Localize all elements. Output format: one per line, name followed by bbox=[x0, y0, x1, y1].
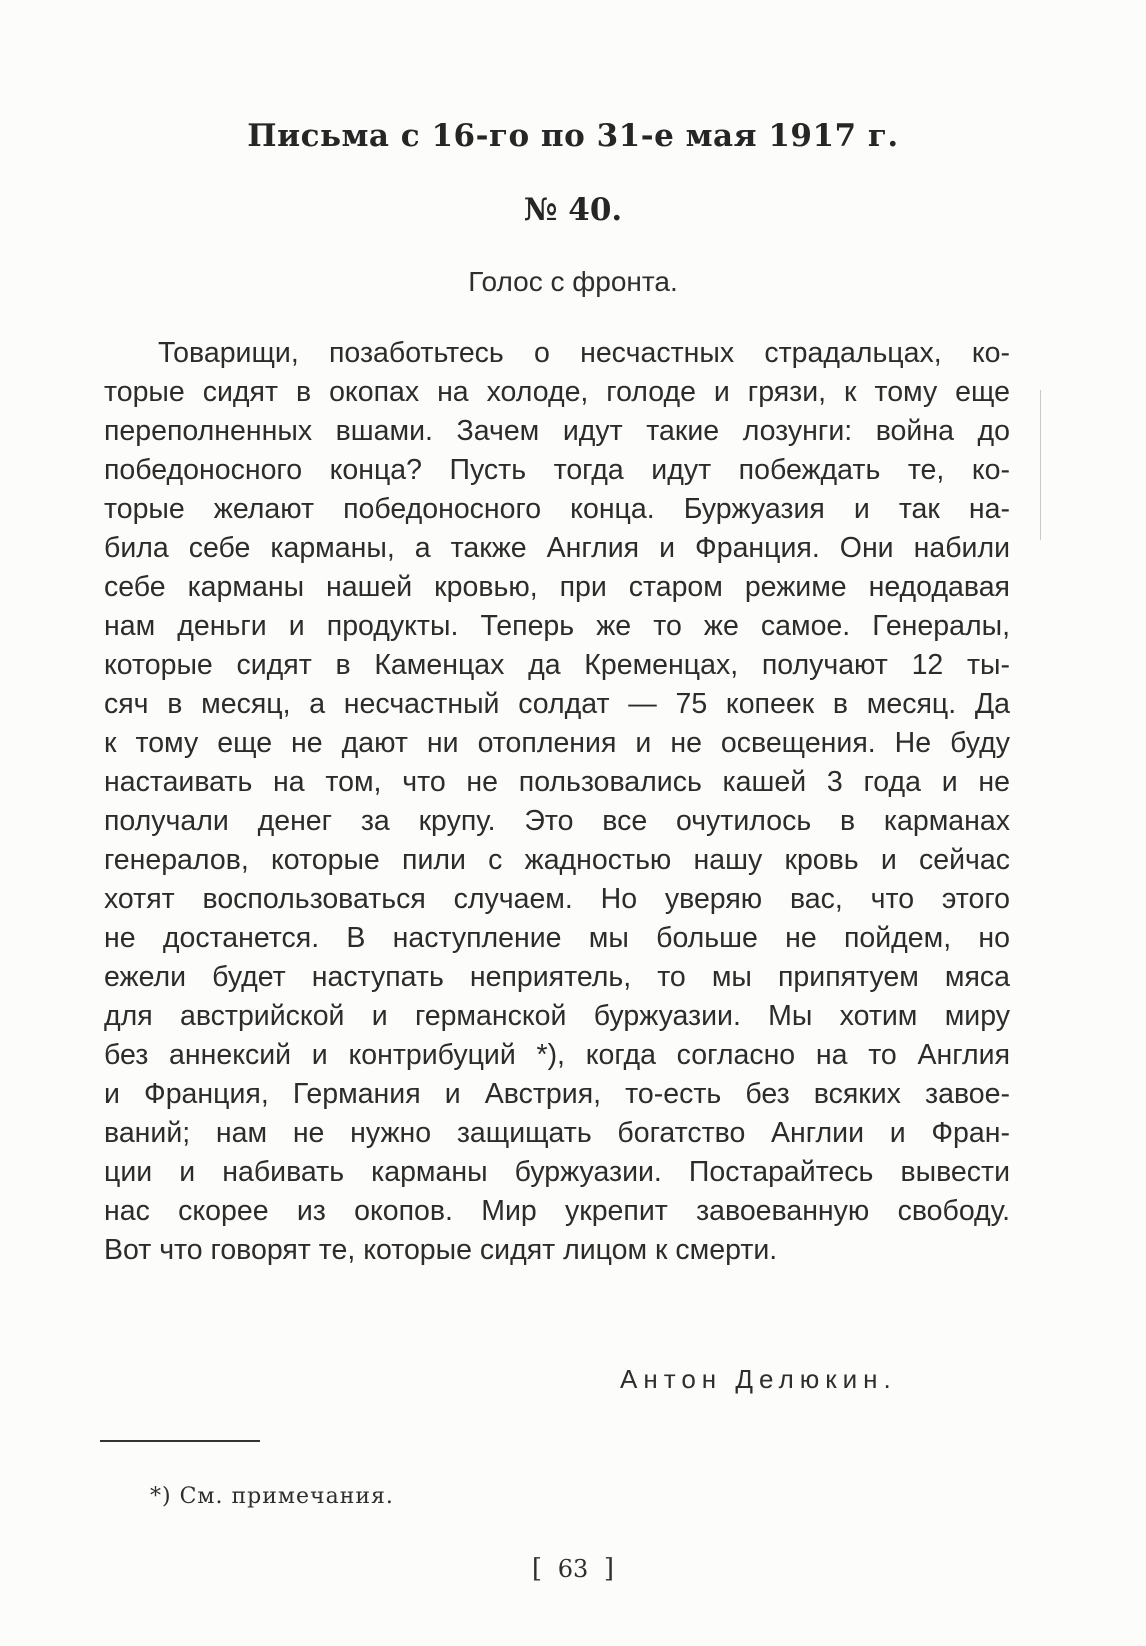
body-line: к тому еще не дают ни отопления и не освещения. Не буду bbox=[104, 727, 1010, 759]
body-line: генералов, которые пили с жадностью нашу кровь и сейчас bbox=[104, 844, 1010, 876]
body-line: торые желают победоносного конца. Буржуазия и так на- bbox=[104, 493, 1010, 525]
body-line: сяч в месяц, а несчастный солдат — 75 копеек в месяц. Да bbox=[104, 688, 1010, 720]
body-line: ции и набивать карманы буржуазии. Постарайтесь вывести bbox=[104, 1156, 1010, 1188]
body-line: хотят воспользоваться случаем. Но уверяю вас, что этого bbox=[104, 883, 1010, 915]
body-line: била себе карманы, а также Англия и Франция. Они набили bbox=[104, 532, 1010, 564]
footnote: *) См. примечания. bbox=[150, 1484, 394, 1509]
body-line: нас скорее из окопов. Мир укрепит завоеванную свободу. bbox=[104, 1195, 1010, 1227]
bracket-right-icon: ] bbox=[603, 1554, 615, 1584]
body-line: которые сидят в Каменцах да Кременцах, получают 12 ты- bbox=[104, 649, 1010, 681]
body-line: без аннексий и контрибуций *), когда согласно на то Англия bbox=[104, 1039, 1010, 1071]
author-signature: Антон Делюкин. bbox=[620, 1364, 897, 1394]
body-line: для австрийской и германской буржуазии. Мы хотим миру bbox=[104, 1000, 1010, 1032]
body-line: себе карманы нашей кровью, при старом режиме недодавая bbox=[104, 571, 1010, 603]
page-number-value: 63 bbox=[557, 1555, 589, 1583]
body-line: торые сидят в окопах на холоде, голоде и грязи, к тому еще bbox=[104, 376, 1010, 408]
bracket-left-icon: [ bbox=[531, 1554, 543, 1584]
body-line: получали денег за крупу. Это все очутилось в карманах bbox=[104, 805, 1010, 837]
body-line: и Франция, Германия и Австрия, то-есть без всяких завое- bbox=[104, 1078, 1010, 1110]
body-line: ваний; нам не нужно защищать богатство Англии и Фран- bbox=[104, 1117, 1010, 1149]
page-number bbox=[0, 1554, 1146, 1584]
footnote-divider bbox=[100, 1440, 260, 1442]
letters-section-title: Письма с 16-го по 31-е мая 1917 г. bbox=[247, 118, 899, 154]
body-line: настаивать на том, что не пользовались кашей 3 года и не bbox=[104, 766, 1010, 798]
body-line: переполненных вшами. Зачем идут такие лозунги: война до bbox=[104, 415, 1010, 447]
letter-subtitle: Голос с фронта. bbox=[468, 266, 678, 297]
letter-body bbox=[104, 334, 1010, 1270]
letter-number: № 40. bbox=[523, 192, 623, 228]
body-line: не достанется. В наступление мы больше не пойдем, но bbox=[104, 922, 1010, 954]
body-line: Товарищи, позаботьтесь о несчастных страдальцах, ко- bbox=[158, 337, 1010, 369]
body-line: ежели будет наступать неприятель, то мы припятуем мяса bbox=[104, 961, 1010, 993]
body-line: Вот что говорят те, которые сидят лицом к смерти. bbox=[104, 1234, 778, 1266]
scan-margin-mark bbox=[1040, 390, 1041, 540]
body-line: победоносного конца? Пусть тогда идут побеждать те, ко- bbox=[104, 454, 1010, 486]
body-line: нам деньги и продукты. Теперь же то же самое. Генералы, bbox=[104, 610, 1010, 642]
